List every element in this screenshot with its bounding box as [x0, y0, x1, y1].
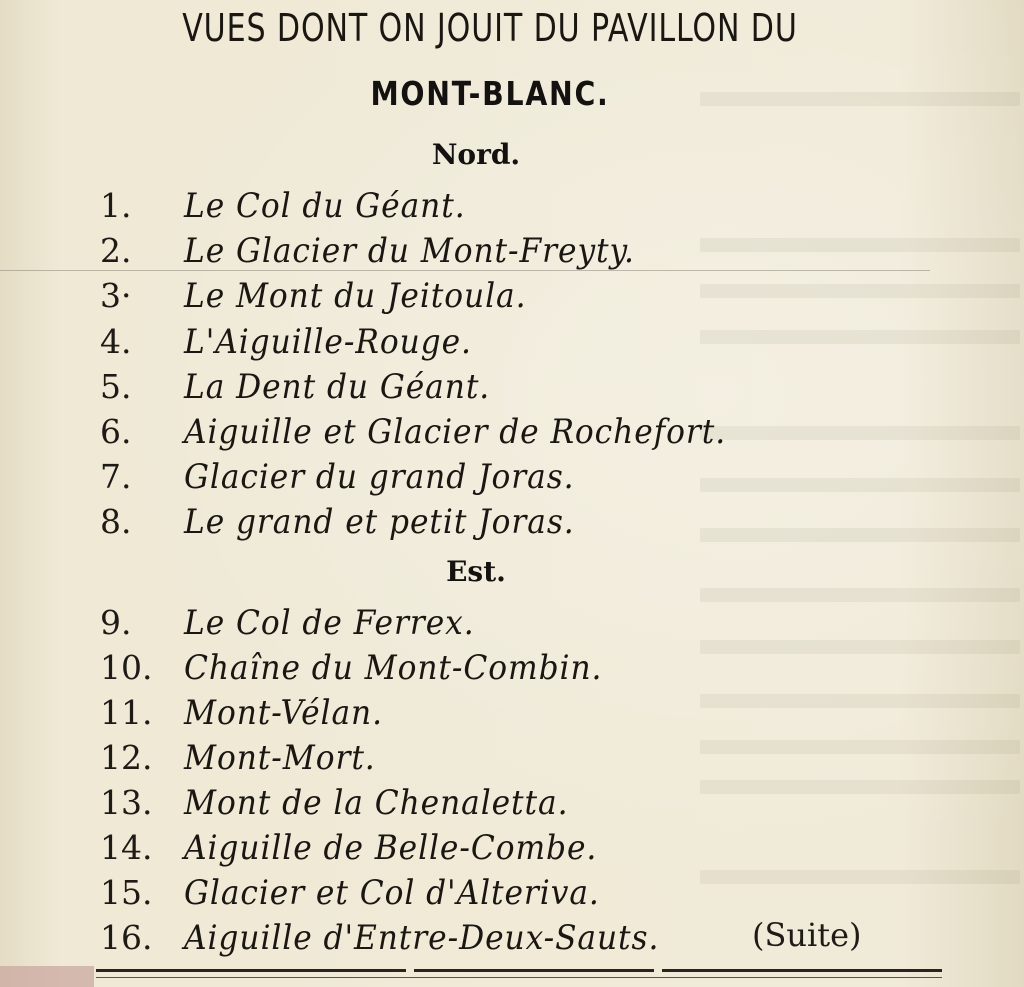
list-item: [100, 783, 602, 823]
item-number: 14.: [100, 828, 153, 867]
item-name: Mont de la Chenaletta.: [184, 783, 569, 823]
item-number: 5.: [100, 367, 132, 406]
section-heading-nord: Nord.: [431, 138, 521, 171]
item-number: 2.: [100, 231, 132, 270]
item-name: Aiguille d'Entre-Deux-Sauts.: [184, 918, 660, 958]
item-number: 10.: [100, 648, 153, 687]
list-item: [100, 502, 609, 542]
list-item: [100, 457, 609, 497]
bleed-through-line: [700, 238, 1020, 252]
list-item: [100, 918, 701, 958]
item-number: 3·: [100, 276, 132, 315]
column-rule: [414, 969, 654, 972]
item-number: 4.: [100, 322, 132, 361]
bleed-through-line: [700, 694, 1020, 708]
item-name: Le Mont du Jeitoula.: [184, 276, 527, 316]
item-name: La Dent du Géant.: [184, 367, 491, 407]
list-item: [100, 367, 517, 407]
bleed-through-line: [700, 284, 1020, 298]
item-number: 13.: [100, 783, 153, 822]
bleed-through-line: [700, 870, 1020, 884]
bleed-through-line: [700, 588, 1020, 602]
list-item: [100, 322, 497, 362]
list-item: [100, 186, 490, 226]
item-name: Le Glacier du Mont-Freyty.: [184, 231, 635, 271]
item-number: 11.: [100, 693, 153, 732]
continuation-note: (Suite): [752, 916, 862, 954]
item-name: Glacier du grand Joras.: [184, 457, 575, 497]
bleed-through-line: [700, 330, 1020, 344]
bleed-through-line: [700, 92, 1020, 106]
item-number: 15.: [100, 873, 153, 912]
item-name: Le Col du Géant.: [184, 186, 466, 226]
column-rule: [662, 969, 942, 972]
list-item: [100, 603, 500, 643]
item-number: 1.: [100, 186, 132, 225]
bleed-through-line: [700, 780, 1020, 794]
list-item: [100, 276, 556, 316]
list-item: [100, 648, 639, 688]
item-number: 8.: [100, 502, 132, 541]
list-item: [100, 693, 400, 733]
item-number: 7.: [100, 457, 132, 496]
item-name: Le Col de Ferrex.: [184, 603, 475, 643]
item-name: L'Aiguille-Rouge.: [184, 322, 472, 362]
item-number: 16.: [100, 918, 153, 957]
page-edge-stain: [0, 966, 94, 987]
bleed-through-line: [700, 740, 1020, 754]
item-number: 6.: [100, 412, 132, 451]
bleed-through-line: [700, 528, 1020, 542]
item-name: Mont-Vélan.: [184, 693, 383, 733]
bleed-through-line: [700, 640, 1020, 654]
list-item: [100, 738, 392, 778]
list-item: [100, 412, 773, 452]
column-rule: [96, 977, 942, 978]
item-name: Aiguille de Belle-Combe.: [184, 828, 598, 868]
bleed-through-line: [700, 478, 1020, 492]
list-item: [100, 231, 674, 271]
item-name: Chaîne du Mont-Combin.: [184, 648, 603, 688]
item-name: Le grand et petit Joras.: [184, 502, 575, 542]
article-title: VUES DONT ON JOUIT DU PAVILLON DU: [182, 6, 798, 50]
column-rule: [96, 969, 406, 972]
list-item: [100, 828, 633, 868]
item-name: Mont-Mort.: [184, 738, 376, 778]
item-name: Aiguille et Glacier de Rochefort.: [184, 412, 727, 452]
article-subtitle: MONT-BLANC.: [370, 74, 610, 113]
item-number: 12.: [100, 738, 153, 777]
list-item: [100, 873, 636, 913]
item-name: Glacier et Col d'Alteriva.: [184, 873, 600, 913]
item-number: 9.: [100, 603, 132, 642]
section-heading-est: Est.: [446, 555, 506, 588]
